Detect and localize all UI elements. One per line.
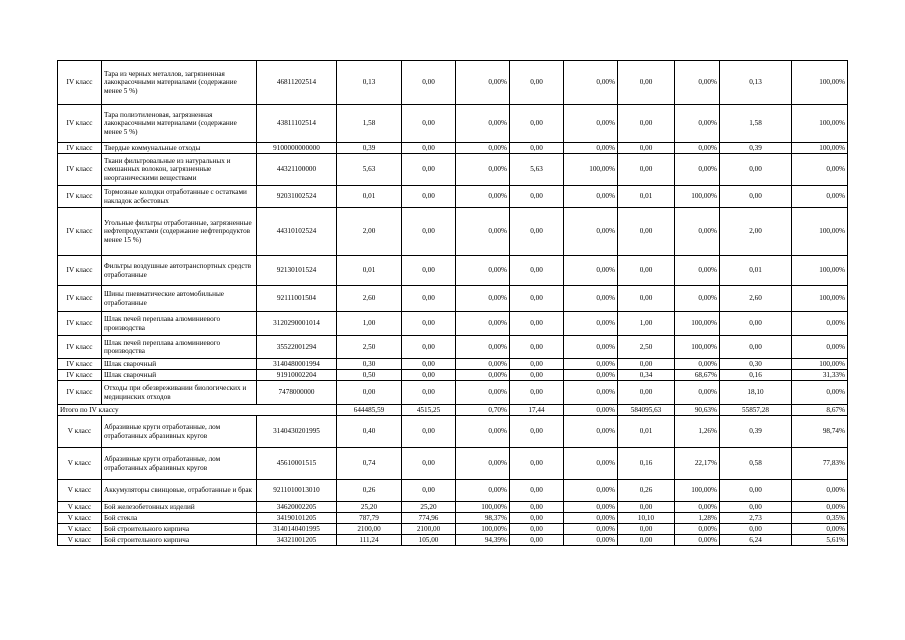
hazard-class-cell: V класс xyxy=(58,535,102,546)
percent-5-cell: 100,00% xyxy=(792,208,848,256)
percent-3-cell: 0,00% xyxy=(564,61,618,105)
percent-2-cell: 0,00% xyxy=(456,381,510,405)
amount-2-cell: 105,00 xyxy=(402,535,456,546)
total-amount-cell: 111,24 xyxy=(337,535,402,546)
amount-5-cell: 18,10 xyxy=(720,381,792,405)
amount-3-cell: 0,00 xyxy=(510,381,564,405)
amount-2-cell: 0,00 xyxy=(402,359,456,370)
percent-4-cell: 90,63% xyxy=(675,405,720,416)
fkko-code-cell: 92031002524 xyxy=(257,186,337,208)
fkko-code-cell: 35522001294 xyxy=(257,336,337,359)
percent-2-cell: 100,00% xyxy=(456,502,510,513)
hazard-class-cell: IV класс xyxy=(58,370,102,381)
table-row xyxy=(58,256,848,286)
amount-4-cell: 584095,63 xyxy=(618,405,675,416)
hazard-class-cell: IV класс xyxy=(58,381,102,405)
amount-2-cell: 0,00 xyxy=(402,186,456,208)
waste-name-cell: Бой строительного кирпича xyxy=(102,535,257,546)
percent-2-cell: 0,70% xyxy=(456,405,510,416)
table-row xyxy=(58,513,848,524)
waste-name-cell: Ткани фильтровальные из натуральных и смешанных волокон, загрязненные неорганическими веществами xyxy=(102,154,257,186)
waste-name-cell: Шлак печей переплава алюминиевого производства xyxy=(102,336,257,359)
percent-3-cell: 0,00% xyxy=(564,513,618,524)
amount-5-cell: 1,58 xyxy=(720,105,792,143)
total-amount-cell: 5,63 xyxy=(337,154,402,186)
percent-4-cell: 0,00% xyxy=(675,143,720,154)
fkko-code-cell: 44321100000 xyxy=(257,154,337,186)
fkko-code-cell: 3140430201995 xyxy=(257,416,337,448)
amount-4-cell: 0,00 xyxy=(618,105,675,143)
fkko-code-cell: 34620002205 xyxy=(257,502,337,513)
waste-name-cell: Отходы при обезвреживании биологических и медицинских отходов xyxy=(102,381,257,405)
waste-name-cell: Твердые коммунальные отходы xyxy=(102,143,257,154)
percent-3-cell: 0,00% xyxy=(564,535,618,546)
percent-3-cell: 0,00% xyxy=(564,336,618,359)
percent-4-cell: 0,00% xyxy=(675,61,720,105)
hazard-class-cell: IV класс xyxy=(58,286,102,312)
amount-2-cell: 4515,25 xyxy=(402,405,456,416)
percent-5-cell: 98,74% xyxy=(792,416,848,448)
amount-4-cell: 0,00 xyxy=(618,256,675,286)
total-amount-cell: 0,13 xyxy=(337,61,402,105)
amount-3-cell: 0,00 xyxy=(510,286,564,312)
hazard-class-cell: IV класс xyxy=(58,105,102,143)
percent-2-cell: 0,00% xyxy=(456,256,510,286)
amount-2-cell: 0,00 xyxy=(402,336,456,359)
percent-3-cell: 0,00% xyxy=(564,502,618,513)
amount-5-cell: 0,00 xyxy=(720,186,792,208)
table-row xyxy=(58,186,848,208)
fkko-code-cell: 9211010013010 xyxy=(257,480,337,502)
waste-table xyxy=(57,60,848,546)
percent-4-cell: 1,28% xyxy=(675,513,720,524)
amount-2-cell: 0,00 xyxy=(402,208,456,256)
amount-2-cell: 0,00 xyxy=(402,381,456,405)
amount-3-cell: 5,63 xyxy=(510,154,564,186)
percent-2-cell: 94,39% xyxy=(456,535,510,546)
percent-3-cell: 0,00% xyxy=(564,416,618,448)
percent-4-cell: 0,00% xyxy=(675,535,720,546)
percent-4-cell: 0,00% xyxy=(675,286,720,312)
amount-2-cell: 774,96 xyxy=(402,513,456,524)
amount-5-cell: 0,39 xyxy=(720,416,792,448)
percent-5-cell: 100,00% xyxy=(792,105,848,143)
total-amount-cell: 0,39 xyxy=(337,143,402,154)
table-row xyxy=(58,359,848,370)
amount-4-cell: 0,00 xyxy=(618,535,675,546)
percent-4-cell: 1,26% xyxy=(675,416,720,448)
percent-2-cell: 0,00% xyxy=(456,312,510,336)
total-amount-cell: 2100,00 xyxy=(337,524,402,535)
amount-5-cell: 0,00 xyxy=(720,502,792,513)
percent-4-cell: 0,00% xyxy=(675,381,720,405)
waste-name-cell: Бой железобетонных изделий xyxy=(102,502,257,513)
percent-4-cell: 0,00% xyxy=(675,208,720,256)
fkko-code-cell: 3140480001994 xyxy=(257,359,337,370)
amount-4-cell: 0,00 xyxy=(618,208,675,256)
table-row xyxy=(58,61,848,105)
amount-2-cell: 0,00 xyxy=(402,154,456,186)
amount-5-cell: 0,30 xyxy=(720,359,792,370)
percent-5-cell: 5,61% xyxy=(792,535,848,546)
percent-2-cell: 0,00% xyxy=(456,61,510,105)
waste-name-cell: Абразивные круги отработанные, лом отработанных абразивных кругов xyxy=(102,448,257,480)
amount-3-cell: 0,00 xyxy=(510,208,564,256)
amount-2-cell: 0,00 xyxy=(402,143,456,154)
total-amount-cell: 2,50 xyxy=(337,336,402,359)
fkko-code-cell: 46811202514 xyxy=(257,61,337,105)
percent-2-cell: 0,00% xyxy=(456,336,510,359)
amount-4-cell: 1,00 xyxy=(618,312,675,336)
amount-5-cell: 0,01 xyxy=(720,256,792,286)
fkko-code-cell: 43811102514 xyxy=(257,105,337,143)
percent-5-cell: 100,00% xyxy=(792,286,848,312)
hazard-class-cell: IV класс xyxy=(58,61,102,105)
percent-5-cell: 0,00% xyxy=(792,524,848,535)
table-row xyxy=(58,524,848,535)
total-amount-cell: 0,74 xyxy=(337,448,402,480)
amount-4-cell: 0,00 xyxy=(618,286,675,312)
amount-3-cell: 0,00 xyxy=(510,61,564,105)
amount-4-cell: 0,34 xyxy=(618,370,675,381)
amount-3-cell: 17,44 xyxy=(510,405,564,416)
amount-4-cell: 0,01 xyxy=(618,416,675,448)
waste-name-cell: Бой стекла xyxy=(102,513,257,524)
total-amount-cell: 0,01 xyxy=(337,186,402,208)
amount-4-cell: 0,00 xyxy=(618,359,675,370)
fkko-code-cell: 91910002204 xyxy=(257,370,337,381)
hazard-class-cell: IV класс xyxy=(58,154,102,186)
percent-2-cell: 100,00% xyxy=(456,524,510,535)
total-amount-cell: 25,20 xyxy=(337,502,402,513)
amount-5-cell: 0,00 xyxy=(720,480,792,502)
table-body xyxy=(58,61,848,546)
amount-5-cell: 0,39 xyxy=(720,143,792,154)
total-amount-cell: 0,50 xyxy=(337,370,402,381)
amount-3-cell: 0,00 xyxy=(510,416,564,448)
amount-3-cell: 0,00 xyxy=(510,502,564,513)
percent-5-cell: 0,00% xyxy=(792,480,848,502)
percent-3-cell: 0,00% xyxy=(564,381,618,405)
amount-2-cell: 25,20 xyxy=(402,502,456,513)
amount-5-cell: 55857,28 xyxy=(720,405,792,416)
hazard-class-cell: IV класс xyxy=(58,186,102,208)
table-row xyxy=(58,535,848,546)
percent-3-cell: 0,00% xyxy=(564,143,618,154)
fkko-code-cell: 7478000000 xyxy=(257,381,337,405)
waste-name-cell: Аккумуляторы свинцовые, отработанные и брак xyxy=(102,480,257,502)
amount-2-cell: 0,00 xyxy=(402,105,456,143)
percent-3-cell: 0,00% xyxy=(564,405,618,416)
hazard-class-cell: V класс xyxy=(58,524,102,535)
percent-2-cell: 0,00% xyxy=(456,416,510,448)
percent-5-cell: 100,00% xyxy=(792,256,848,286)
fkko-code-cell: 45610001515 xyxy=(257,448,337,480)
table-row xyxy=(58,312,848,336)
hazard-class-cell: V класс xyxy=(58,502,102,513)
amount-3-cell: 0,00 xyxy=(510,359,564,370)
amount-4-cell: 2,50 xyxy=(618,336,675,359)
percent-2-cell: 0,00% xyxy=(456,370,510,381)
fkko-code-cell: 34321001205 xyxy=(257,535,337,546)
amount-5-cell: 0,00 xyxy=(720,312,792,336)
percent-3-cell: 0,00% xyxy=(564,105,618,143)
amount-5-cell: 0,13 xyxy=(720,61,792,105)
percent-5-cell: 77,83% xyxy=(792,448,848,480)
hazard-class-cell: IV класс xyxy=(58,256,102,286)
table-row xyxy=(58,105,848,143)
percent-2-cell: 0,00% xyxy=(456,480,510,502)
percent-4-cell: 0,00% xyxy=(675,154,720,186)
table-row xyxy=(58,381,848,405)
fkko-code-cell: 9100000000000 xyxy=(257,143,337,154)
percent-4-cell: 100,00% xyxy=(675,186,720,208)
hazard-class-cell: V класс xyxy=(58,513,102,524)
percent-3-cell: 0,00% xyxy=(564,312,618,336)
hazard-class-cell: IV класс xyxy=(58,312,102,336)
amount-4-cell: 0,00 xyxy=(618,524,675,535)
table-row xyxy=(58,154,848,186)
table-row xyxy=(58,448,848,480)
percent-5-cell: 0,00% xyxy=(792,312,848,336)
total-amount-cell: 1,58 xyxy=(337,105,402,143)
amount-4-cell: 0,16 xyxy=(618,448,675,480)
amount-4-cell: 0,00 xyxy=(618,61,675,105)
amount-3-cell: 0,00 xyxy=(510,535,564,546)
percent-4-cell: 68,67% xyxy=(675,370,720,381)
amount-5-cell: 6,24 xyxy=(720,535,792,546)
total-label-cell: Итого по IV классу xyxy=(58,405,337,416)
amount-3-cell: 0,00 xyxy=(510,524,564,535)
percent-5-cell: 0,00% xyxy=(792,381,848,405)
percent-4-cell: 100,00% xyxy=(675,480,720,502)
amount-5-cell: 0,00 xyxy=(720,524,792,535)
table-row xyxy=(58,143,848,154)
amount-5-cell: 2,00 xyxy=(720,208,792,256)
percent-2-cell: 98,37% xyxy=(456,513,510,524)
amount-5-cell: 2,60 xyxy=(720,286,792,312)
total-amount-cell: 0,26 xyxy=(337,480,402,502)
amount-3-cell: 0,00 xyxy=(510,513,564,524)
hazard-class-cell: IV класс xyxy=(58,143,102,154)
amount-4-cell: 10,10 xyxy=(618,513,675,524)
percent-5-cell: 0,35% xyxy=(792,513,848,524)
percent-3-cell: 0,00% xyxy=(564,524,618,535)
amount-4-cell: 0,00 xyxy=(618,381,675,405)
percent-4-cell: 22,17% xyxy=(675,448,720,480)
percent-4-cell: 0,00% xyxy=(675,524,720,535)
amount-2-cell: 0,00 xyxy=(402,286,456,312)
percent-4-cell: 100,00% xyxy=(675,336,720,359)
total-amount-cell: 2,60 xyxy=(337,286,402,312)
table-row xyxy=(58,416,848,448)
amount-2-cell: 2100,00 xyxy=(402,524,456,535)
amount-3-cell: 0,00 xyxy=(510,312,564,336)
waste-name-cell: Шлак печей переплава алюминиевого производства xyxy=(102,312,257,336)
amount-2-cell: 0,00 xyxy=(402,480,456,502)
fkko-code-cell: 3120290001014 xyxy=(257,312,337,336)
waste-name-cell: Угольные фильтры отработанные, загрязненные нефтепродуктами (содержание нефтепродуктов менее 15 %) xyxy=(102,208,257,256)
table-row xyxy=(58,286,848,312)
total-amount-cell: 2,00 xyxy=(337,208,402,256)
total-amount-cell: 787,79 xyxy=(337,513,402,524)
percent-5-cell: 100,00% xyxy=(792,143,848,154)
hazard-class-cell: V класс xyxy=(58,480,102,502)
amount-5-cell: 0,58 xyxy=(720,448,792,480)
total-amount-cell: 0,30 xyxy=(337,359,402,370)
percent-5-cell: 0,00% xyxy=(792,186,848,208)
amount-3-cell: 0,00 xyxy=(510,186,564,208)
percent-2-cell: 0,00% xyxy=(456,448,510,480)
amount-4-cell: 0,00 xyxy=(618,502,675,513)
amount-2-cell: 0,00 xyxy=(402,256,456,286)
amount-2-cell: 0,00 xyxy=(402,370,456,381)
amount-3-cell: 0,00 xyxy=(510,105,564,143)
amount-2-cell: 0,00 xyxy=(402,312,456,336)
amount-3-cell: 0,00 xyxy=(510,480,564,502)
total-amount-cell: 0,01 xyxy=(337,256,402,286)
waste-name-cell: Тара из черных металлов, загрязненная лакокрасочными материалами (содержание менее 5 %) xyxy=(102,61,257,105)
amount-3-cell: 0,00 xyxy=(510,370,564,381)
hazard-class-cell: IV класс xyxy=(58,336,102,359)
waste-name-cell: Шины пневматические автомобильные отработанные xyxy=(102,286,257,312)
amount-2-cell: 0,00 xyxy=(402,416,456,448)
percent-2-cell: 0,00% xyxy=(456,208,510,256)
waste-name-cell: Фильтры воздушные автотранспортных средств отработанные xyxy=(102,256,257,286)
table-row xyxy=(58,336,848,359)
table-row xyxy=(58,370,848,381)
percent-5-cell: 100,00% xyxy=(792,61,848,105)
hazard-class-cell: V класс xyxy=(58,448,102,480)
amount-4-cell: 0,01 xyxy=(618,186,675,208)
percent-3-cell: 0,00% xyxy=(564,448,618,480)
percent-3-cell: 100,00% xyxy=(564,154,618,186)
percent-3-cell: 0,00% xyxy=(564,359,618,370)
amount-3-cell: 0,00 xyxy=(510,336,564,359)
percent-5-cell: 0,00% xyxy=(792,502,848,513)
percent-2-cell: 0,00% xyxy=(456,286,510,312)
percent-4-cell: 0,00% xyxy=(675,359,720,370)
amount-4-cell: 0,00 xyxy=(618,143,675,154)
amount-3-cell: 0,00 xyxy=(510,256,564,286)
amount-3-cell: 0,00 xyxy=(510,448,564,480)
amount-2-cell: 0,00 xyxy=(402,448,456,480)
percent-2-cell: 0,00% xyxy=(456,143,510,154)
waste-name-cell: Абразивные круги отработанные, лом отработанных абразивных кругов xyxy=(102,416,257,448)
percent-5-cell: 100,00% xyxy=(792,359,848,370)
waste-name-cell: Бой строительного кирпича xyxy=(102,524,257,535)
waste-name-cell: Шлак сварочный xyxy=(102,370,257,381)
percent-4-cell: 100,00% xyxy=(675,312,720,336)
percent-2-cell: 0,00% xyxy=(456,154,510,186)
waste-name-cell: Тормозные колодки отработанные с остатками накладок асбестовых xyxy=(102,186,257,208)
total-amount-cell: 1,00 xyxy=(337,312,402,336)
amount-2-cell: 0,00 xyxy=(402,61,456,105)
hazard-class-cell: IV класс xyxy=(58,359,102,370)
percent-2-cell: 0,00% xyxy=(456,186,510,208)
fkko-code-cell: 3140140401995 xyxy=(257,524,337,535)
amount-3-cell: 0,00 xyxy=(510,143,564,154)
percent-3-cell: 0,00% xyxy=(564,208,618,256)
fkko-code-cell: 92111001504 xyxy=(257,286,337,312)
percent-5-cell: 0,00% xyxy=(792,336,848,359)
percent-2-cell: 0,00% xyxy=(456,359,510,370)
percent-5-cell: 31,33% xyxy=(792,370,848,381)
waste-name-cell: Тара полиэтиленовая, загрязненная лакокрасочными материалами (содержание менее 5 %) xyxy=(102,105,257,143)
percent-2-cell: 0,00% xyxy=(456,105,510,143)
percent-4-cell: 0,00% xyxy=(675,256,720,286)
percent-3-cell: 0,00% xyxy=(564,370,618,381)
percent-4-cell: 0,00% xyxy=(675,105,720,143)
percent-3-cell: 0,00% xyxy=(564,286,618,312)
fkko-code-cell: 44310102524 xyxy=(257,208,337,256)
amount-5-cell: 0,00 xyxy=(720,336,792,359)
percent-3-cell: 0,00% xyxy=(564,480,618,502)
amount-4-cell: 0,26 xyxy=(618,480,675,502)
table-row xyxy=(58,480,848,502)
hazard-class-cell: IV класс xyxy=(58,208,102,256)
total-amount-cell: 0,40 xyxy=(337,416,402,448)
amount-5-cell: 0,16 xyxy=(720,370,792,381)
waste-name-cell: Шлак сварочный xyxy=(102,359,257,370)
amount-5-cell: 2,73 xyxy=(720,513,792,524)
percent-5-cell: 8,67% xyxy=(792,405,848,416)
fkko-code-cell: 92130101524 xyxy=(257,256,337,286)
percent-4-cell: 0,00% xyxy=(675,502,720,513)
table-row xyxy=(58,208,848,256)
amount-4-cell: 0,00 xyxy=(618,154,675,186)
total-row xyxy=(58,405,848,416)
amount-5-cell: 0,00 xyxy=(720,154,792,186)
total-amount-cell: 644485,59 xyxy=(337,405,402,416)
percent-3-cell: 0,00% xyxy=(564,186,618,208)
fkko-code-cell: 34190101205 xyxy=(257,513,337,524)
percent-5-cell: 0,00% xyxy=(792,154,848,186)
hazard-class-cell: V класс xyxy=(58,416,102,448)
total-amount-cell: 0,00 xyxy=(337,381,402,405)
percent-3-cell: 0,00% xyxy=(564,256,618,286)
table-row xyxy=(58,502,848,513)
